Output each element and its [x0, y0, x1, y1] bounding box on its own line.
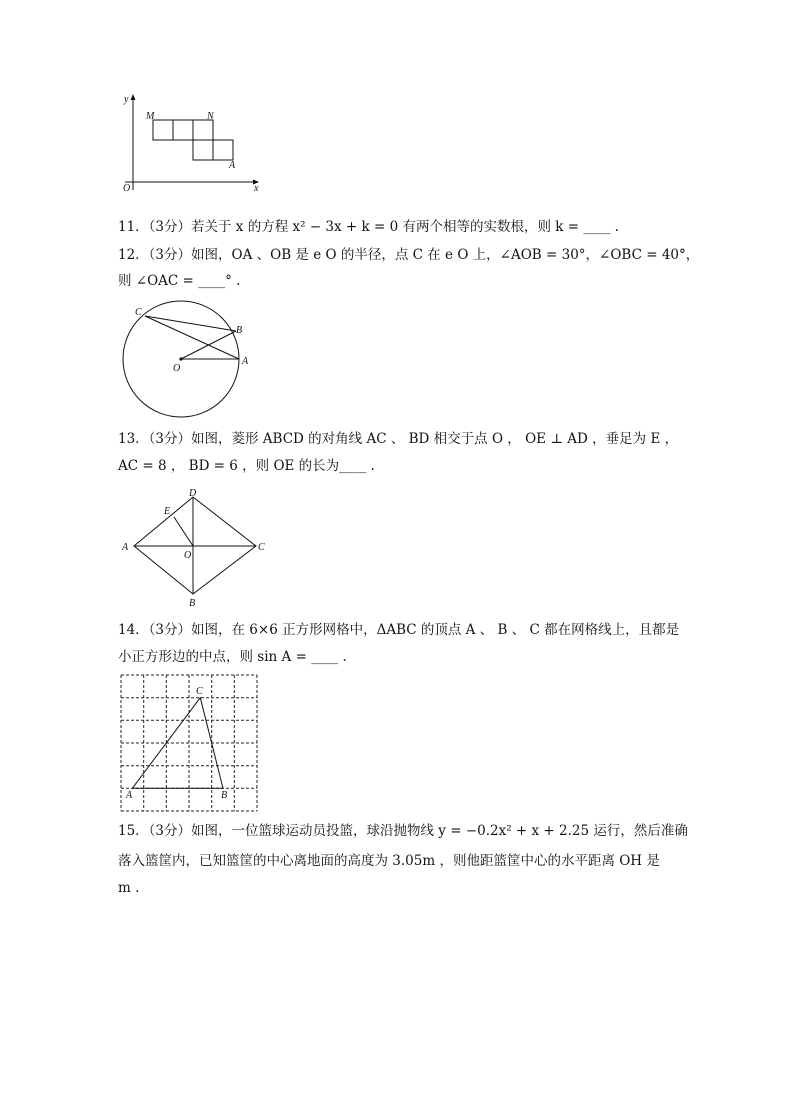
- point-d-label: D: [189, 488, 197, 499]
- y-axis-label: y: [124, 94, 129, 105]
- figure-coordinate-grid: [115, 90, 275, 200]
- question-15-text-line2: 落入篮筐内，已知篮筐的中心离地面的高度为 3.05m ，则他距篮筐中心的水平距离 OH 是: [118, 853, 660, 869]
- figure-grid-triangle: [118, 672, 263, 812]
- question-15-text-line3: m .: [118, 880, 140, 896]
- point-b-label: B: [236, 325, 243, 336]
- point-b-label: B: [221, 790, 228, 801]
- origin-label: O: [123, 183, 131, 194]
- point-a-label: A: [229, 160, 236, 171]
- point-e-label: E: [164, 506, 171, 517]
- point-b-label: B: [189, 598, 196, 609]
- question-11-text: 11．（3分）若关于 x 的方程 x² − 3x + k = 0 有两个相等的实数根，则 k = ____ .: [118, 219, 619, 235]
- point-a-label: A: [126, 790, 133, 801]
- question-13-text-line1: 13．（3分）如图，菱形 ABCD 的对角线 AC 、 BD 相交于点 O ， OE ⊥ AD ，垂足为 E ，: [118, 431, 679, 447]
- point-c-label: C: [258, 542, 265, 553]
- question-13-text-line2: AC = 8 ， BD = 6 ，则 OE 的长为____ .: [118, 458, 375, 474]
- question-12-text-line2: 则 ∠OAC = ____° .: [118, 273, 241, 289]
- point-a-label: A: [122, 542, 129, 553]
- point-c-label: C: [135, 307, 142, 318]
- point-o-label: O: [173, 363, 181, 374]
- point-o-label: O: [184, 550, 192, 561]
- point-c-label: C: [196, 686, 203, 697]
- question-15-text-line1: 15．（3分）如图，一位篮球运动员投篮，球沿抛物线 y = −0.2x² + x + 2.25 运行，然后准确: [118, 823, 688, 839]
- question-14-text-line1: 14．（3分）如图，在 6×6 正方形网格中，ΔABC 的顶点 A 、 B 、 C 都在网格线上，且都是: [118, 622, 680, 638]
- question-12-text-line1: 12．（3分）如图，OA 、OB 是 e O 的半径，点 C 在 e O 上，∠AOB = 30°，∠OBC = 40°，: [118, 247, 700, 263]
- figure-rhombus: [118, 484, 274, 610]
- point-n-label: N: [207, 111, 214, 122]
- x-axis-label: x: [254, 183, 259, 194]
- figure-circle: [115, 298, 265, 420]
- question-14-text-line2: 小正方形边的中点，则 sin A = ____ .: [118, 649, 347, 665]
- point-a-label: A: [242, 356, 249, 367]
- point-m-label: M: [146, 111, 155, 122]
